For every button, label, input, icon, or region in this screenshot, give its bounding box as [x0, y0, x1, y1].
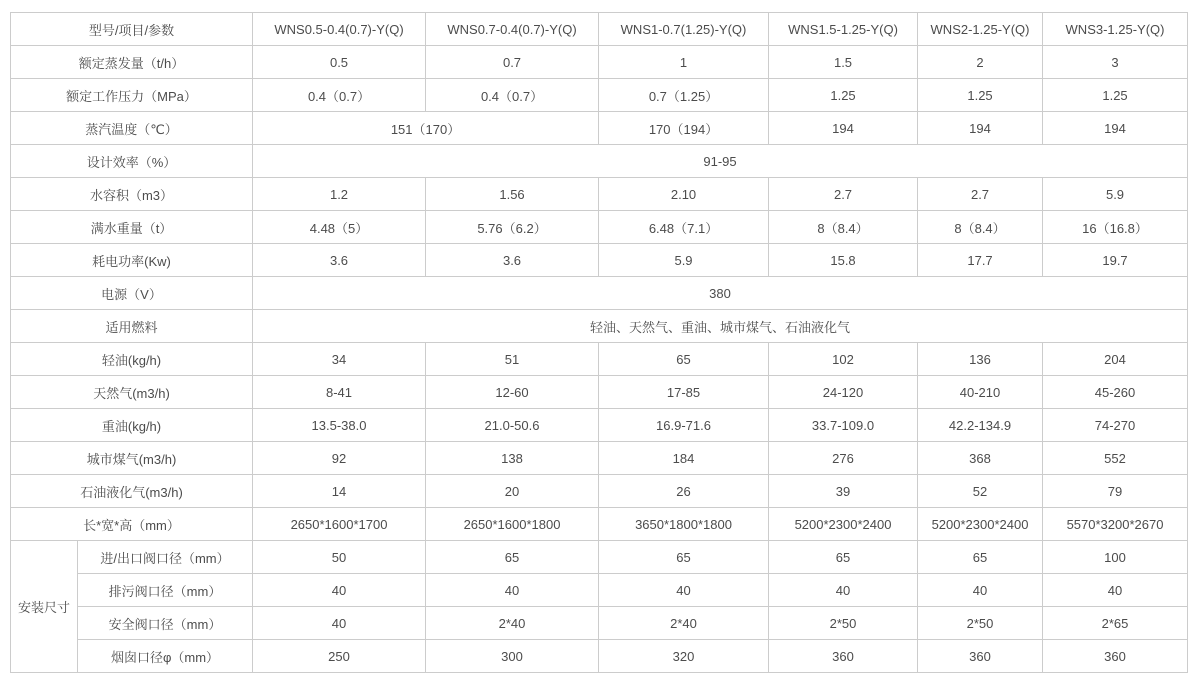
- row-label: 水容积（m3）: [11, 178, 253, 211]
- data-cell: 1.25: [1043, 79, 1188, 112]
- data-cell: 1.5: [769, 46, 918, 79]
- column-header-model: WNS3-1.25-Y(Q): [1043, 13, 1188, 46]
- table-row: [11, 244, 1188, 277]
- table-row: [11, 211, 1188, 244]
- table-row: [11, 343, 1188, 376]
- row-label: 满水重量（t）: [11, 211, 253, 244]
- data-cell: 0.4（0.7）: [253, 79, 426, 112]
- row-label: 额定蒸发量（t/h）: [11, 46, 253, 79]
- row-label: 设计效率（%）: [11, 145, 253, 178]
- data-cell: 552: [1043, 442, 1188, 475]
- data-cell: 1: [599, 46, 769, 79]
- spec-table-body: [11, 46, 1188, 673]
- data-cell: 2*50: [918, 607, 1043, 640]
- data-cell: 40: [599, 574, 769, 607]
- column-header-model: WNS1.5-1.25-Y(Q): [769, 13, 918, 46]
- data-cell: 8（8.4）: [918, 211, 1043, 244]
- data-cell: 17-85: [599, 376, 769, 409]
- data-cell: 2.7: [769, 178, 918, 211]
- data-cell: 320: [599, 640, 769, 673]
- data-cell: 194: [918, 112, 1043, 145]
- data-cell: 65: [599, 343, 769, 376]
- table-row: [11, 541, 1188, 574]
- data-cell: 0.5: [253, 46, 426, 79]
- row-label: 石油液化气(m3/h): [11, 475, 253, 508]
- data-cell: 5.9: [599, 244, 769, 277]
- data-cell: 17.7: [918, 244, 1043, 277]
- data-cell: 5570*3200*2670: [1043, 508, 1188, 541]
- data-cell: 138: [426, 442, 599, 475]
- data-cell: 40: [253, 574, 426, 607]
- data-cell: 13.5-38.0: [253, 409, 426, 442]
- column-header-model: WNS2-1.25-Y(Q): [918, 13, 1043, 46]
- row-label: 城市煤气(m3/h): [11, 442, 253, 475]
- row-sublabel: 安全阀口径（mm）: [78, 607, 253, 640]
- data-cell: 79: [1043, 475, 1188, 508]
- data-cell: 40: [1043, 574, 1188, 607]
- table-row: [11, 145, 1188, 178]
- table-row: [11, 607, 1188, 640]
- data-cell: 2*40: [599, 607, 769, 640]
- data-cell: 40: [918, 574, 1043, 607]
- data-cell: 39: [769, 475, 918, 508]
- data-cell: 2.7: [918, 178, 1043, 211]
- row-label: 长*宽*高（mm）: [11, 508, 253, 541]
- data-cell: 15.8: [769, 244, 918, 277]
- install-group-label: 安装尺寸: [11, 541, 78, 673]
- data-cell: 3.6: [426, 244, 599, 277]
- data-cell: 300: [426, 640, 599, 673]
- table-row: [11, 574, 1188, 607]
- data-cell: 194: [769, 112, 918, 145]
- row-label: 轻油(kg/h): [11, 343, 253, 376]
- data-cell: 5.76（6.2）: [426, 211, 599, 244]
- data-cell: 52: [918, 475, 1043, 508]
- data-cell: 8-41: [253, 376, 426, 409]
- data-cell: 65: [599, 541, 769, 574]
- data-cell: 轻油、天然气、重油、城市煤气、石油液化气: [253, 310, 1188, 343]
- data-cell: 5200*2300*2400: [918, 508, 1043, 541]
- table-row: [11, 112, 1188, 145]
- data-cell: 360: [769, 640, 918, 673]
- header-row: [11, 13, 1188, 46]
- data-cell: 0.7: [426, 46, 599, 79]
- header-label-cell: 型号/项目/参数: [11, 13, 253, 46]
- data-cell: 2*50: [769, 607, 918, 640]
- data-cell: 276: [769, 442, 918, 475]
- data-cell: 1.2: [253, 178, 426, 211]
- data-cell: 20: [426, 475, 599, 508]
- data-cell: 45-260: [1043, 376, 1188, 409]
- data-cell: 91-95: [253, 145, 1188, 178]
- data-cell: 194: [1043, 112, 1188, 145]
- data-cell: 40-210: [918, 376, 1043, 409]
- data-cell: 1.25: [918, 79, 1043, 112]
- column-header-model: WNS0.7-0.4(0.7)-Y(Q): [426, 13, 599, 46]
- table-row: [11, 277, 1188, 310]
- table-row: [11, 376, 1188, 409]
- data-cell: 136: [918, 343, 1043, 376]
- row-label: 适用燃料: [11, 310, 253, 343]
- data-cell: 65: [918, 541, 1043, 574]
- row-sublabel: 烟囱口径φ（mm）: [78, 640, 253, 673]
- data-cell: 170（194）: [599, 112, 769, 145]
- column-header-model: WNS1-0.7(1.25)-Y(Q): [599, 13, 769, 46]
- data-cell: 40: [426, 574, 599, 607]
- column-header-model: WNS0.5-0.4(0.7)-Y(Q): [253, 13, 426, 46]
- data-cell: 2650*1600*1800: [426, 508, 599, 541]
- data-cell: 14: [253, 475, 426, 508]
- data-cell: 8（8.4）: [769, 211, 918, 244]
- data-cell: 3.6: [253, 244, 426, 277]
- data-cell: 250: [253, 640, 426, 673]
- row-label: 额定工作压力（MPa）: [11, 79, 253, 112]
- boiler-spec-table: [10, 12, 1188, 673]
- data-cell: 0.4（0.7）: [426, 79, 599, 112]
- data-cell: 12-60: [426, 376, 599, 409]
- data-cell: 26: [599, 475, 769, 508]
- data-cell: 40: [253, 607, 426, 640]
- data-cell: 92: [253, 442, 426, 475]
- table-row: [11, 79, 1188, 112]
- data-cell: 3650*1800*1800: [599, 508, 769, 541]
- data-cell: 3: [1043, 46, 1188, 79]
- data-cell: 65: [769, 541, 918, 574]
- data-cell: 100: [1043, 541, 1188, 574]
- data-cell: 2*40: [426, 607, 599, 640]
- data-cell: 102: [769, 343, 918, 376]
- table-row: [11, 409, 1188, 442]
- data-cell: 6.48（7.1）: [599, 211, 769, 244]
- row-label: 耗电功率(Kw): [11, 244, 253, 277]
- row-sublabel: 进/出口阀口径（mm）: [78, 541, 253, 574]
- table-row: [11, 508, 1188, 541]
- data-cell: 184: [599, 442, 769, 475]
- data-cell: 5200*2300*2400: [769, 508, 918, 541]
- data-cell: 19.7: [1043, 244, 1188, 277]
- data-cell: 33.7-109.0: [769, 409, 918, 442]
- data-cell: 16.9-71.6: [599, 409, 769, 442]
- data-cell: 2.10: [599, 178, 769, 211]
- data-cell: 2650*1600*1700: [253, 508, 426, 541]
- table-row: [11, 46, 1188, 79]
- data-cell: 360: [1043, 640, 1188, 673]
- table-row: [11, 442, 1188, 475]
- data-cell: 34: [253, 343, 426, 376]
- row-sublabel: 排污阀口径（mm）: [78, 574, 253, 607]
- data-cell: 24-120: [769, 376, 918, 409]
- data-cell: 5.9: [1043, 178, 1188, 211]
- data-cell: 380: [253, 277, 1188, 310]
- data-cell: 2*65: [1043, 607, 1188, 640]
- data-cell: 50: [253, 541, 426, 574]
- data-cell: 368: [918, 442, 1043, 475]
- table-row: [11, 475, 1188, 508]
- data-cell: 151（170）: [253, 112, 599, 145]
- data-cell: 2: [918, 46, 1043, 79]
- data-cell: 16（16.8）: [1043, 211, 1188, 244]
- data-cell: 40: [769, 574, 918, 607]
- data-cell: 51: [426, 343, 599, 376]
- row-label: 蒸汽温度（℃）: [11, 112, 253, 145]
- row-label: 电源（V）: [11, 277, 253, 310]
- row-label: 天然气(m3/h): [11, 376, 253, 409]
- data-cell: 4.48（5）: [253, 211, 426, 244]
- data-cell: 21.0-50.6: [426, 409, 599, 442]
- data-cell: 360: [918, 640, 1043, 673]
- data-cell: 204: [1043, 343, 1188, 376]
- table-row: [11, 640, 1188, 673]
- row-label: 重油(kg/h): [11, 409, 253, 442]
- table-row: [11, 310, 1188, 343]
- table-row: [11, 178, 1188, 211]
- data-cell: 1.25: [769, 79, 918, 112]
- data-cell: 0.7（1.25）: [599, 79, 769, 112]
- data-cell: 1.56: [426, 178, 599, 211]
- data-cell: 65: [426, 541, 599, 574]
- data-cell: 74-270: [1043, 409, 1188, 442]
- data-cell: 42.2-134.9: [918, 409, 1043, 442]
